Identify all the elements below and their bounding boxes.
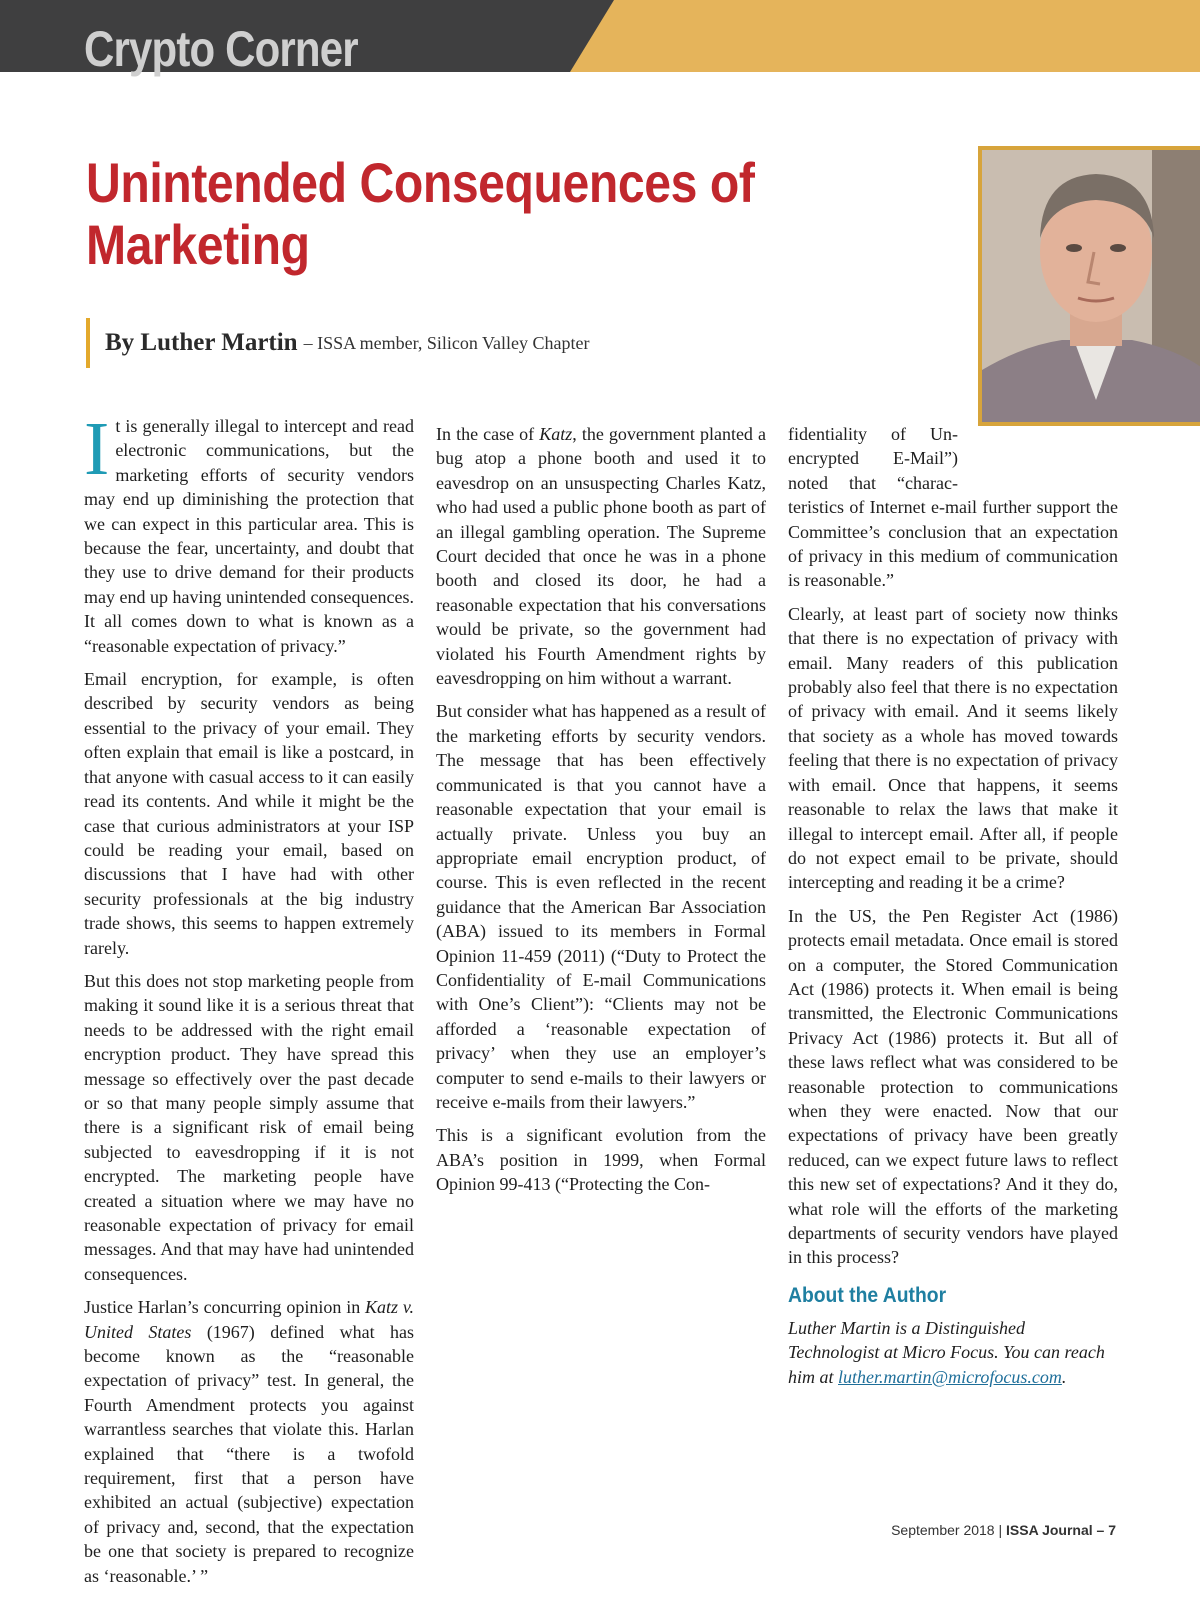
footer-date: September 2018 — [891, 1522, 995, 1538]
article-title: Unintended Consequences of Marketing — [86, 151, 755, 276]
drop-cap: I — [84, 407, 110, 491]
about-end: . — [1061, 1366, 1067, 1387]
footer-separator: | — [994, 1522, 1007, 1538]
page-footer — [891, 1522, 1116, 1538]
case-name: Katz v. United States — [84, 1297, 414, 1342]
paragraph-text: , the government planted a bug atop a phone booth and used it to eavesdrop on an unsuspecting Charles Katz, who had used a public phone booth as part of an illegal gambling operation. The Supreme Court decided that once he was in a phone booth and closed its door, he had a reasonable expectation that his conversations would be private, so the government had violated his Fourth Amendment rights by eavesdropping on him without a warrant. — [436, 424, 766, 689]
article-paragraph: But this does not stop marketing people from making it sound like it is a serious threat that needs to be addressed with the right email encryption product. They have spread this message so effectively over the past decade or so that many people simply assume that there is a significant risk of email being subjected to eavesdropping if it is not encrypted. The marketing people have created a situation where we may have no reasonable expectation of privacy for email messages. And that may have had unintended consequences. — [84, 970, 414, 1284]
article-paragraph — [84, 1295, 414, 1588]
author-photo — [978, 146, 1200, 426]
article-paragraph — [788, 422, 1118, 593]
article-column-3 — [788, 422, 1118, 1398]
section-name: Crypto Corner — [84, 21, 358, 77]
author-portrait-icon — [982, 150, 1200, 422]
paragraph-line: noted that “charac- — [788, 472, 958, 493]
footer-journal: ISSA Journal – 7 — [1006, 1522, 1116, 1538]
case-name: Katz — [539, 424, 573, 444]
byline-affiliation: – ISSA member, Silicon Valley Chapter — [303, 332, 590, 353]
article-column-2 — [436, 422, 766, 1206]
about-text: Luther Martin is a Distinguished Technologist at Micro Focus. You can reach him at — [788, 1317, 1105, 1387]
article-paragraph — [436, 422, 766, 690]
article-paragraph: Clearly, at least part of society now thinks that there is no expectation of privacy with email. Many readers of this publication probably also feel that there is no expectation of privacy with email. And it seems likely that society as a whole has moved towards feeling that there is no expectation of privacy with email. Once that happens, it seems reasonable to relax the laws that make it illegal to intercept email. After all, if people do not expect email to be private, should intercepting and reading it be a crime? — [788, 603, 1118, 893]
author-email-link[interactable]: luther.martin@microfocus.com — [838, 1366, 1062, 1387]
about-author-text — [788, 1316, 1118, 1389]
paragraph-text: Justice Harlan’s concurring opinion in — [84, 1297, 366, 1318]
paragraph-text: t is generally illegal to intercept and read electronic communications, but the marketing efforts of security vendors may end up diminishing the protection that we can expect in this particular area. This is because the fear, uncertainty, and doubt that they use to drive demand for their products may end up having unintended consequences. It all comes down to what is known as a “reasonable expectation of privacy.” — [84, 416, 414, 656]
article-paragraph: But consider what has happened as a result of the marketing efforts by security vendors. The message that has been effectively communicated is that you cannot have a reasonable expectation that your email is actually private. Unless you buy an appropriate email encryption product, of course. This is even reflected in the recent guidance that the American Bar Association (ABA) issued to its members in Formal Opinion 11-459 (2011) (“Duty to Protect the Confidentiality of E-mail Communications with One’s Client”): “Clients may not be afforded a ‘reasonable expectation of privacy’ when they use an employer’s computer to send e-mails to their lawyers or receive e-mails from their lawyers.” — [436, 701, 766, 1112]
paragraph-text: teristics of Internet e-mail further support the Committee’s conclusion that an expectation of privacy in this medium of communication is reasonable.” — [788, 497, 1118, 591]
about-author-heading: About the Author — [788, 1283, 947, 1307]
paragraph-text: In the case of — [436, 424, 540, 444]
article-paragraph: In the US, the Pen Register Act (1986) protects email metadata. Once email is stored on a computer, the Stored Communication Act (1986) protects it. When email is being transmitted, the Electronic Communications Privacy Act (1986) protects it. But all of these laws reflect what was considered to be reasonable protection to communications when they were enacted. Now that our expectations of privacy have been greatly reduced, can we expect future laws to reflect this new set of expectations? And it they do, what role will the efforts of the marketing departments of security vendors have played in this process? — [788, 905, 1118, 1268]
article-paragraph: This is a significant evolution from the ABA’s position in 1999, when Formal Opinion 99-413 (“Protecting the Con- — [436, 1125, 766, 1195]
paragraph-line: fidentiality of Un- — [788, 424, 958, 444]
article-column-1 — [84, 407, 414, 1597]
section-banner — [0, 0, 1200, 77]
article-paragraph: Email encryption, for example, is often described by security vendors as being essential to the privacy of your email. They often explain that email is like a postcard, in that anyone with casual access to it can easily read its contents. And while it might be the case that curious administrators at your ISP could be reading your email, based on discussions that I have had with other security professionals at the big industry trade shows, this seems to happen extremely rarely. — [84, 669, 414, 958]
article-paragraph — [84, 407, 414, 658]
byline-author: By Luther Martin — [105, 329, 298, 356]
paragraph-line: encrypted E-Mail”) — [788, 448, 958, 469]
paragraph-text: (1967) defined what has become known as the “reasonable expectation of privacy” test. In general, the Fourth Amendment protects you against warrantless searches that violate this. Harlan explained that “there is a twofold requirement, first that a person have exhibited an actual (subjective) expectation of privacy and, second, that the expectation be one that society is prepared to recognize as ‘reasonable.’ ” — [84, 1321, 414, 1586]
byline — [86, 318, 590, 368]
